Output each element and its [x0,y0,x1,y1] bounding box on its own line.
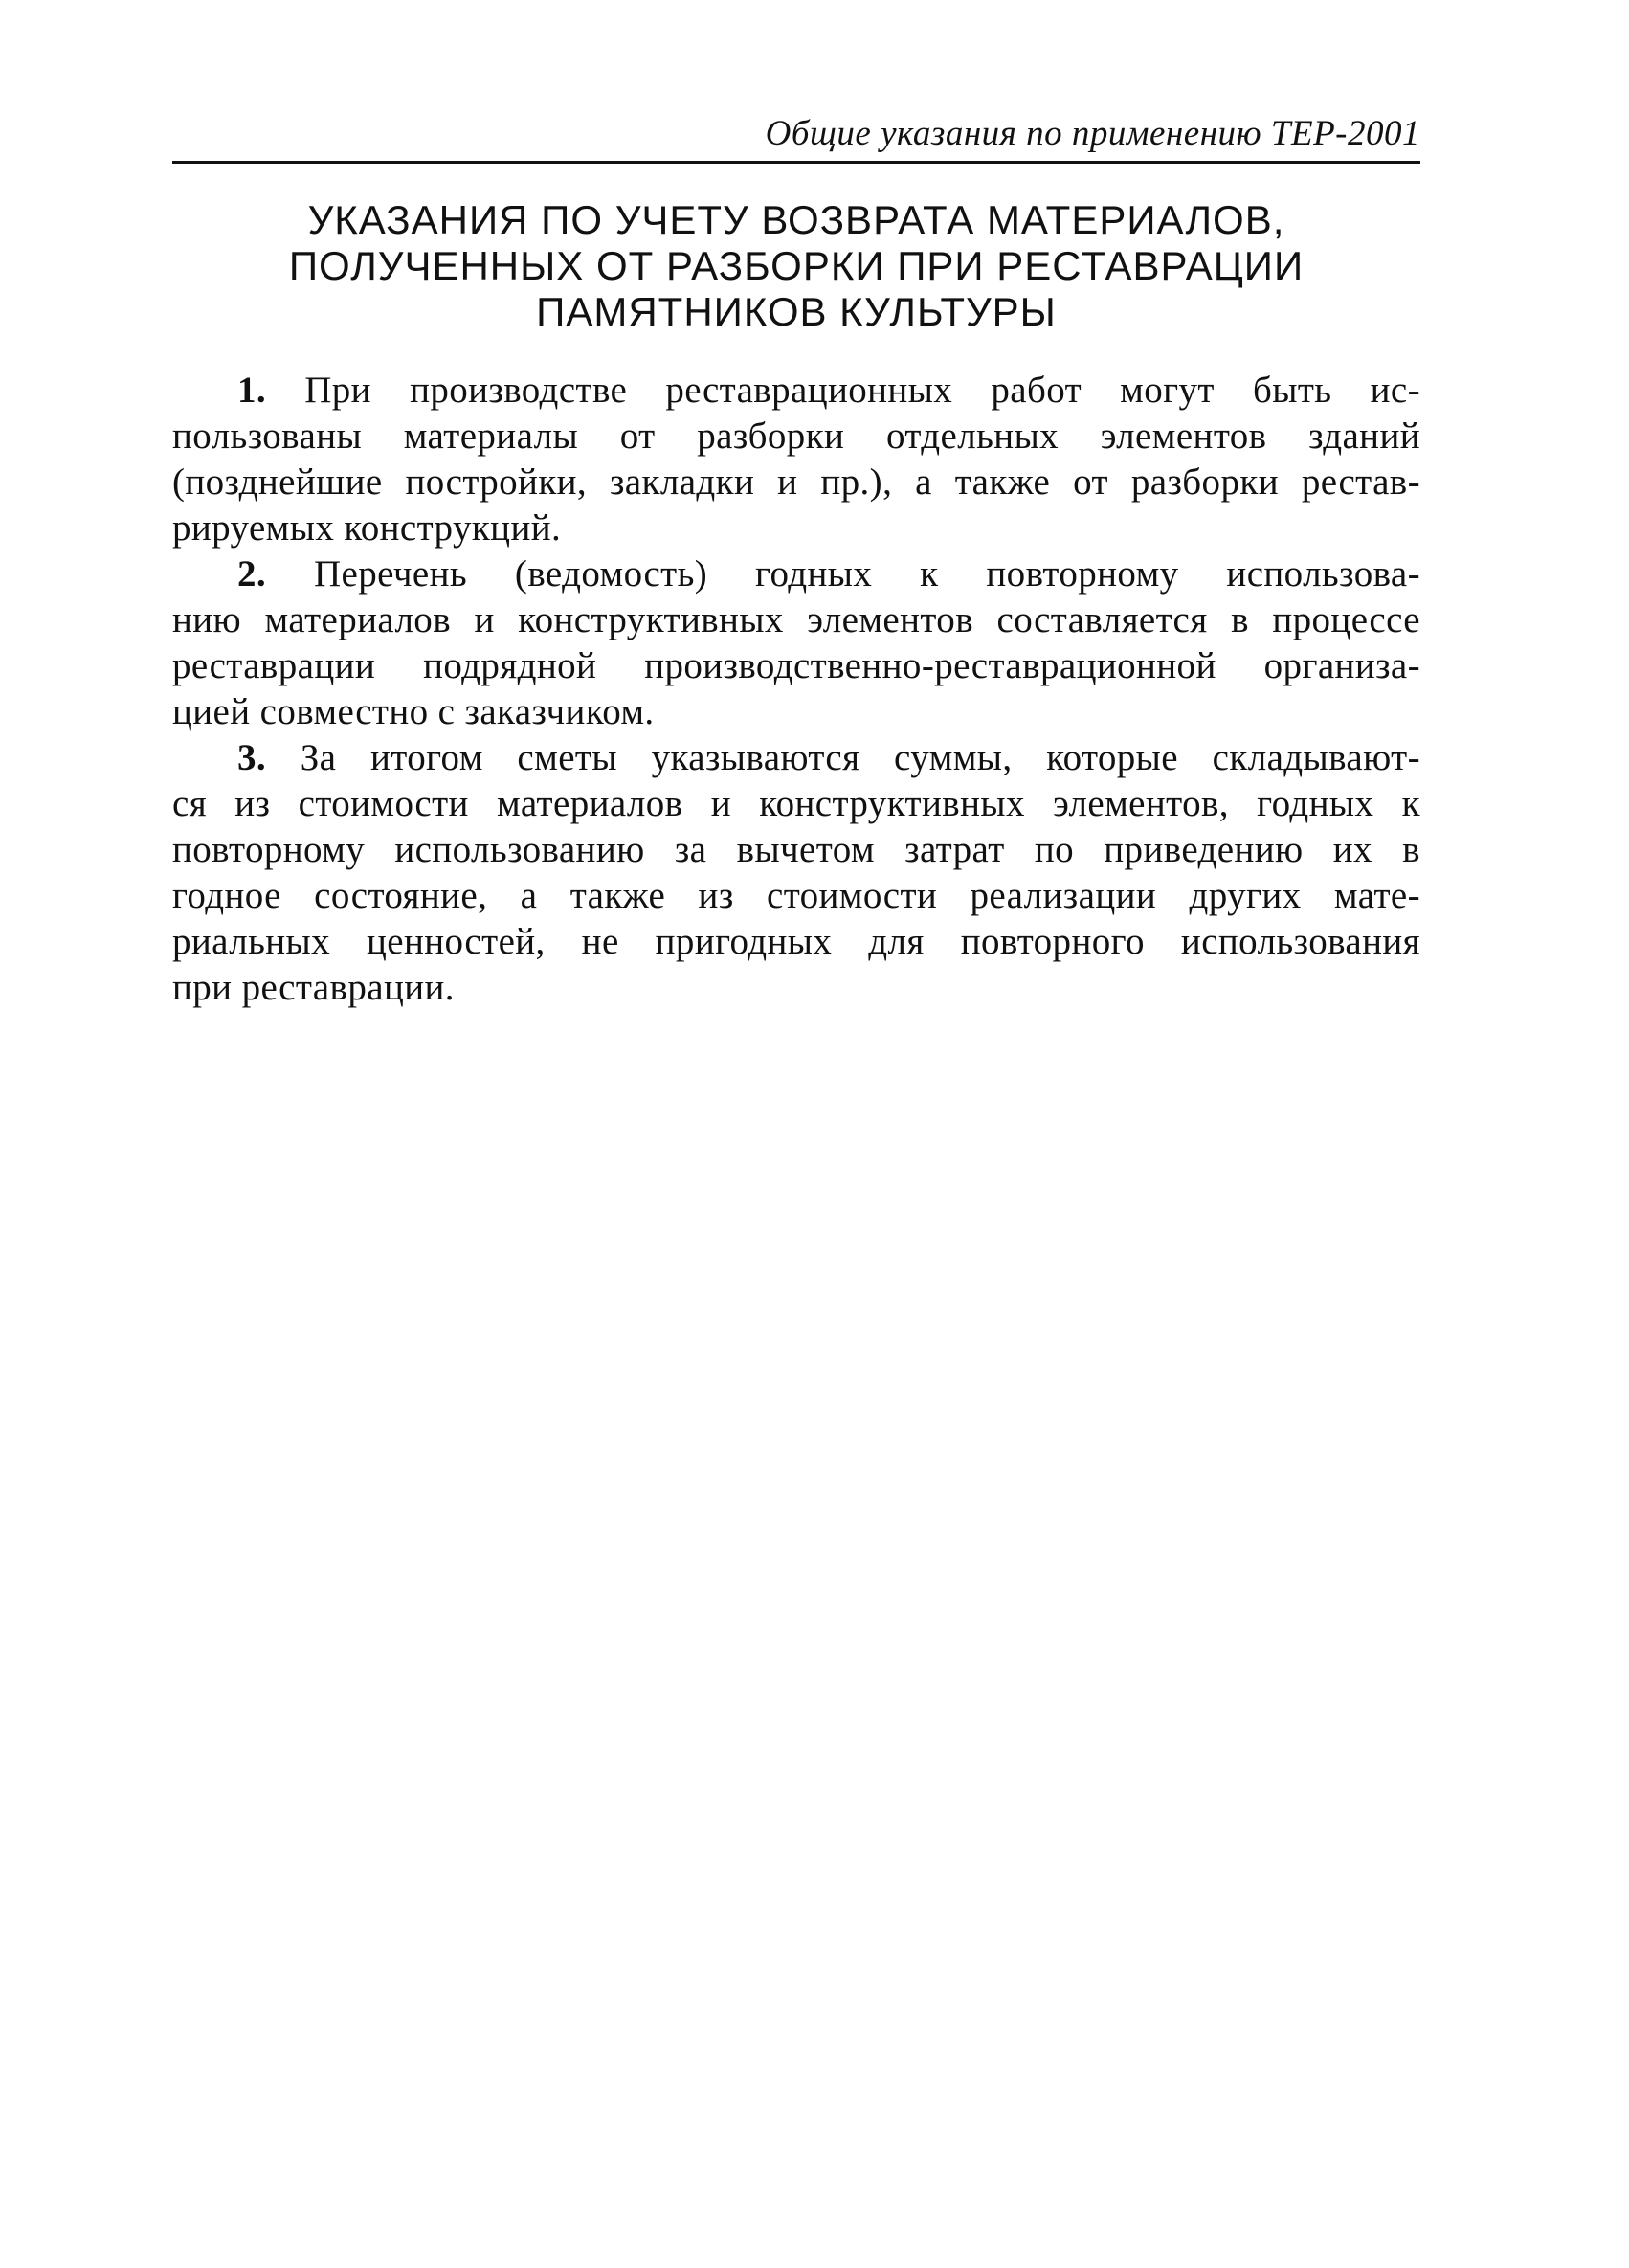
paragraph-3 [172,735,1420,1011]
paragraph-line: ся из стоимости материалов и конструктивных элементов, годных к [172,783,1420,824]
paragraph-line [172,735,1420,781]
title-line: ПАМЯТНИКОВ КУЛЬТУРЫ [536,289,1057,334]
paragraph-line: нию материалов и конструктивных элементов составляется в процессе [172,599,1420,640]
paragraph-line: повторному использованию за вычетом затрат по приведению их в [172,829,1420,870]
paragraph-line: (позднейшие постройки, закладки и пр.), а также от разборки рестав- [172,461,1420,503]
paragraph-line [172,551,1420,597]
paragraph-2 [172,551,1420,735]
paragraph-line: годное состояние, а также из стоимости реализации других мате- [172,875,1420,916]
paragraph-text: При производстве реставрационных работ могут быть ис- [266,370,1420,411]
paragraph-line: при реставрации. [172,967,455,1008]
paragraph-line: рируемых конструкций. [172,507,562,549]
title-line: УКАЗАНИЯ ПО УЧЕТУ ВОЗВРАТА МАТЕРИАЛОВ, [307,197,1285,242]
paragraph-line: цией совместно с заказчиком. [172,691,655,732]
document-body [172,368,1420,1011]
paragraph-line: риальных ценностей, не пригодных для повторного использования [172,921,1420,962]
paragraph-line: пользованы материалы от разборки отдельных элементов зданий [172,415,1420,457]
paragraph-text: Перечень (ведомость) годных к повторному использова- [266,553,1420,595]
title-line: ПОЛУЧЕННЫХ ОТ РАЗБОРКИ ПРИ РЕСТАВРАЦИИ [288,243,1305,288]
paragraph-line [172,368,1420,414]
paragraph-text: За итогом сметы указываются суммы, которые складывают- [266,737,1420,778]
paragraph-number: 3. [237,737,267,778]
paragraph-number: 1. [237,370,267,411]
paragraph-1 [172,368,1420,551]
running-header: Общие указания по применению ТЕР-2001 [765,114,1420,153]
document-title [172,197,1420,335]
header-rule [172,161,1420,164]
paragraph-number: 2. [237,553,267,595]
paragraph-line: реставрации подрядной производственно-реставрационной организа- [172,645,1420,686]
